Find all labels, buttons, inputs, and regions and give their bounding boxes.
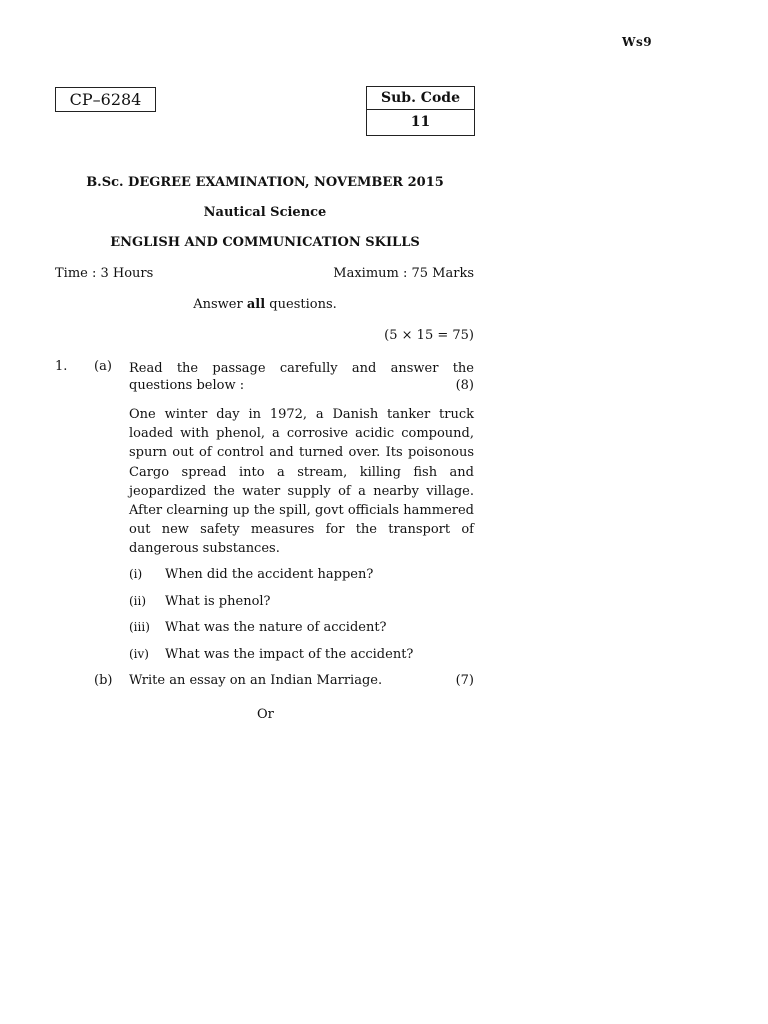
time-marks-row bbox=[55, 266, 474, 281]
part-a-label: (a) bbox=[94, 359, 112, 374]
part-b-label: (b) bbox=[94, 673, 113, 688]
subject-name: ENGLISH AND COMMUNICATION SKILLS bbox=[110, 235, 420, 250]
sub-question-text: What was the impact of the accident? bbox=[165, 647, 414, 662]
part-a-prompt-line2-row bbox=[129, 378, 474, 393]
sub-question-text: What is phenol? bbox=[165, 594, 271, 609]
instruction bbox=[55, 297, 475, 312]
passage-line: spurn out of control and turned over. Its poisonous bbox=[129, 445, 474, 461]
part-b-marks: (7) bbox=[455, 673, 474, 688]
passage-line: dangerous substances. bbox=[129, 541, 280, 557]
sub-question-text: What was the nature of accident? bbox=[165, 620, 387, 635]
sub-code-value: 11 bbox=[410, 114, 431, 130]
time-allowed: Time : 3 Hours bbox=[55, 266, 154, 281]
paper-code-box: CP–6284 bbox=[55, 87, 156, 112]
sub-code-label: Sub. Code bbox=[367, 87, 474, 110]
instruction-post: questions. bbox=[265, 297, 337, 312]
part-a-prompt-line2: questions below : bbox=[129, 378, 245, 393]
question-number: 1. bbox=[55, 359, 68, 374]
passage-line: After clearning up the spill, govt officials hammered bbox=[129, 503, 474, 519]
passage-line: loaded with phenol, a corrosive acidic compound, bbox=[129, 426, 474, 442]
marks-scheme: (5 × 15 = 75) bbox=[384, 328, 474, 343]
instruction-pre: Answer bbox=[193, 297, 247, 312]
passage-line: One winter day in 1972, a Danish tanker truck bbox=[129, 407, 474, 422]
sub-question-number: (iii) bbox=[129, 620, 150, 634]
part-a-prompt-line1: Read the passage carefully and answer the bbox=[129, 361, 474, 376]
sub-question-text: When did the accident happen? bbox=[165, 567, 374, 582]
or-separator: Or bbox=[257, 707, 274, 722]
part-b-row bbox=[129, 673, 474, 688]
passage-line: out new safety measures for the transport of bbox=[129, 522, 474, 538]
sub-question-number: (iv) bbox=[129, 647, 149, 661]
sub-question-number: (i) bbox=[129, 567, 143, 581]
corner-code: Ws9 bbox=[622, 35, 653, 49]
passage bbox=[129, 405, 474, 559]
part-a-marks: (8) bbox=[455, 378, 474, 393]
instruction-bold: all bbox=[246, 297, 266, 312]
exam-title: B.Sc. DEGREE EXAMINATION, NOVEMBER 2015 bbox=[86, 175, 444, 190]
sub-code-box bbox=[366, 86, 475, 136]
sub-question-number: (ii) bbox=[129, 594, 147, 608]
part-b-text: Write an essay on an Indian Marriage. bbox=[129, 673, 383, 688]
maximum-marks: Maximum : 75 Marks bbox=[333, 266, 474, 281]
part-a-prompt bbox=[129, 359, 474, 378]
passage-line: jeopardized the water supply of a nearby village. bbox=[129, 483, 474, 499]
programme-name: Nautical Science bbox=[203, 205, 327, 220]
passage-line: Cargo spread into a stream, killing fish and bbox=[129, 464, 474, 480]
